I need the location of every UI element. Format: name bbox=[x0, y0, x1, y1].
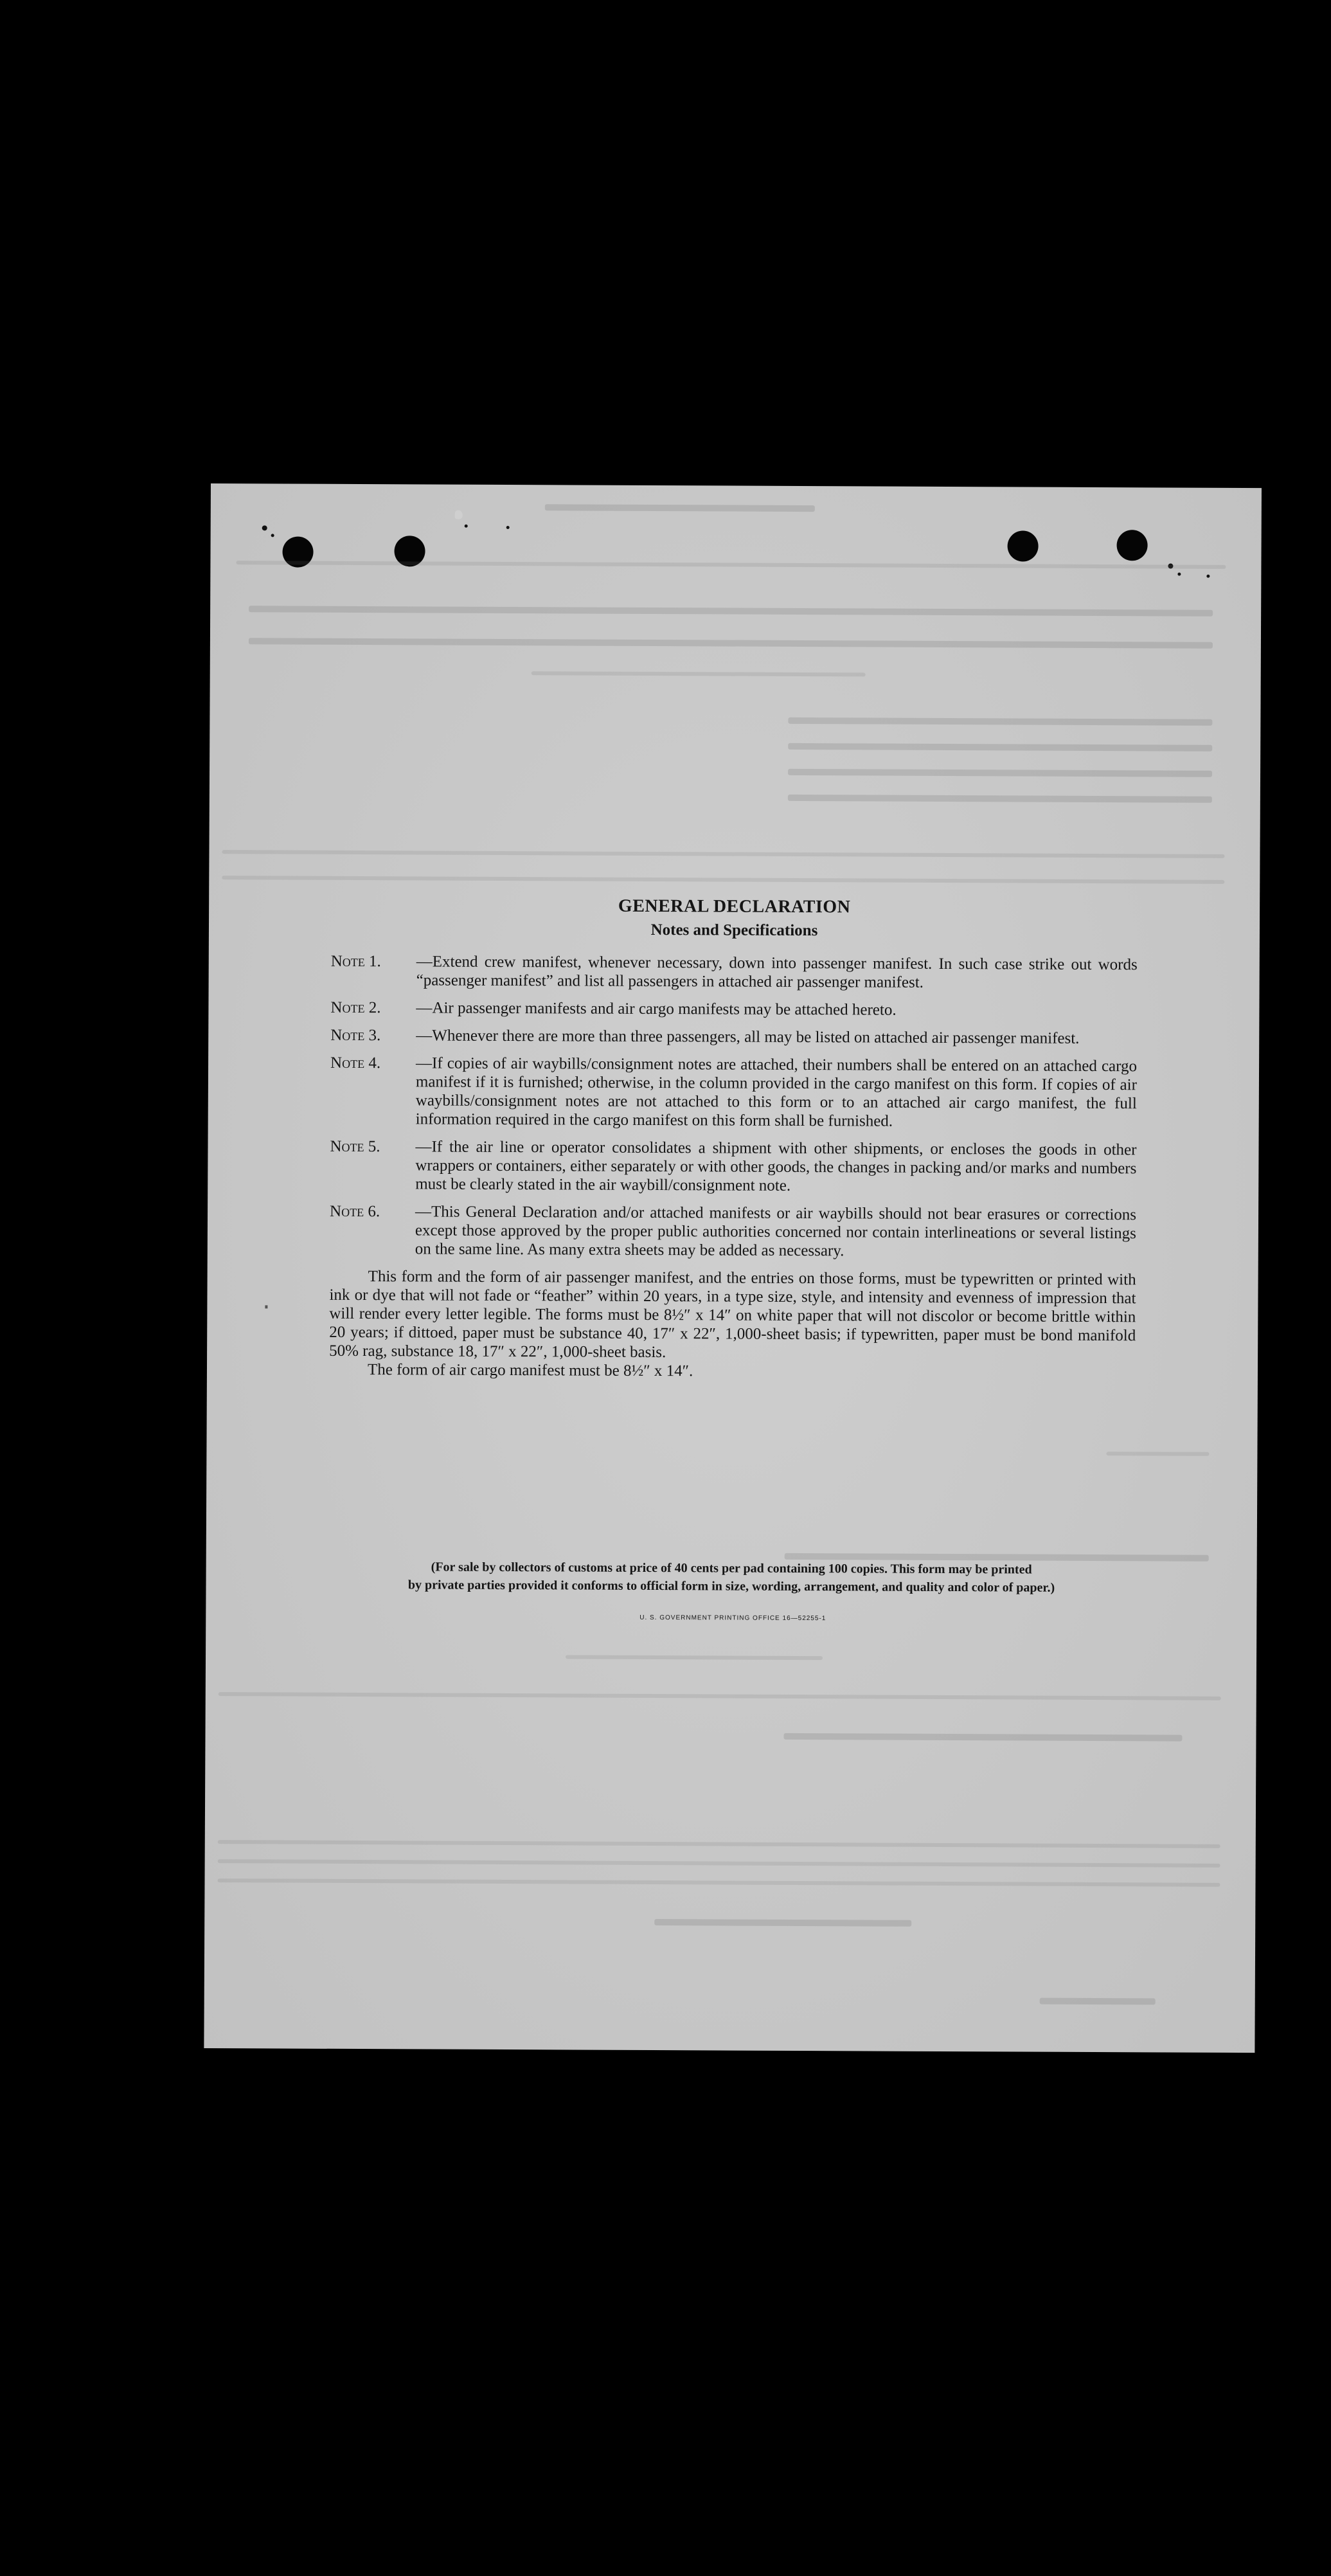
note-4 bbox=[330, 1054, 1137, 1131]
note-2 bbox=[330, 998, 1137, 1020]
bleed-through-text bbox=[1106, 1452, 1209, 1456]
note-label: Note 3. bbox=[330, 1026, 381, 1045]
bleed-through-text bbox=[218, 1878, 1220, 1887]
sale-notice bbox=[321, 1558, 1141, 1598]
bleed-through-text bbox=[783, 1733, 1182, 1742]
cargo-manifest-size-line: The form of air cargo manifest must be 8½″ x 14″. bbox=[367, 1361, 693, 1380]
ink-speck bbox=[465, 525, 468, 528]
bleed-through-text bbox=[566, 1655, 823, 1660]
note-text: —This General Declaration and/or attached manifests or air waybills should not bear erasures or corrections except those approved by the proper public authorities concerned nor contain interlineations or several listings on the same line. As many extra sheets may be added as necessary. bbox=[415, 1203, 1137, 1260]
note-3 bbox=[330, 1026, 1137, 1048]
note-label: Note 4. bbox=[330, 1054, 381, 1072]
ink-speck bbox=[1206, 575, 1210, 578]
punch-hole bbox=[1116, 530, 1147, 561]
bleed-through-text bbox=[249, 638, 1213, 649]
document-sheet bbox=[204, 483, 1262, 2053]
paper-mark bbox=[265, 1305, 267, 1308]
note-text: —Air passenger manifests and air cargo manifests may be attached hereto. bbox=[416, 999, 897, 1019]
printer-imprint: U. S. GOVERNMENT PRINTING OFFICE 16—52255-1 bbox=[639, 1614, 826, 1623]
note-label: Note 5. bbox=[330, 1137, 380, 1156]
bleed-through-text bbox=[545, 504, 815, 512]
sale-notice-line: by private parties provided it conforms to official form in size, wording, arrangement, and quality and color of paper.) bbox=[407, 1578, 1055, 1595]
notes-section bbox=[329, 896, 1138, 1382]
note-1 bbox=[331, 952, 1138, 993]
bleed-through-text bbox=[222, 876, 1224, 884]
paper-mark bbox=[455, 510, 463, 519]
bleed-through-text bbox=[1040, 1998, 1156, 2005]
ink-speck bbox=[506, 526, 510, 529]
bleed-through-text bbox=[249, 606, 1213, 617]
note-label: Note 2. bbox=[330, 998, 381, 1017]
ink-speck bbox=[1177, 573, 1181, 576]
bleed-through-text bbox=[236, 561, 1226, 569]
note-text: —Extend crew manifest, whenever necessary, down into passenger manifest. In such case strike out words “passenger manifest” and list all passengers in attached air passenger manifest. bbox=[416, 953, 1138, 991]
bleed-through-text bbox=[654, 1919, 911, 1927]
bleed-through-text bbox=[788, 769, 1212, 777]
bleed-through-text bbox=[788, 795, 1212, 803]
note-6 bbox=[330, 1202, 1136, 1261]
document-title: GENERAL DECLARATION bbox=[618, 896, 851, 917]
note-5 bbox=[330, 1137, 1136, 1196]
note-text: —If copies of air waybills/consignment notes are attached, their numbers shall be entered on an attached cargo manifest if it is furnished; otherwise, in the column provided in the cargo manifest on this form. If copies of air waybills/consignment notes are not attached to this form or to an attached air cargo manifest, the full information required in the cargo manifest on this form shall be furnished. bbox=[415, 1054, 1138, 1130]
form-specifications-paragraph: This form and the form of air passenger manifest, and the entries on those forms, must be typewritten or printed with ink or dye that will not fade or “feather” within 20 years, in a type size, style, and intensity and evenness of impression that will render every letter legible. The forms must be 8½″ x 14″ on white paper that will not discolor or become brittle within 20 years; if dittoed, paper must be substance 40, 17″ x 22″, 1,000-sheet basis; if typewritten, paper must be bond manifold 50% rag, substance 18, 17″ x 22″, 1,000-sheet basis. bbox=[329, 1268, 1136, 1362]
note-text: —Whenever there are more than three passengers, all may be listed on attached air passenger manifest. bbox=[416, 1027, 1080, 1047]
bleed-through-text bbox=[222, 850, 1224, 858]
ink-speck bbox=[262, 525, 267, 530]
note-text: —If the air line or operator consolidates a shipment with other shipments, or encloses the goods in other wrappers or containers, either separately or with other goods, the changes in packing and/or marks and numbers must be clearly stated in the air waybill/consignment note. bbox=[415, 1138, 1137, 1194]
bleed-through-text bbox=[219, 1692, 1221, 1700]
bleed-through-text bbox=[788, 717, 1212, 726]
note-label: Note 6. bbox=[330, 1202, 380, 1221]
sale-notice-line: (For sale by collectors of customs at price of 40 cents per pad containing 100 copies. This form may be printed bbox=[431, 1560, 1032, 1577]
note-label: Note 1. bbox=[330, 952, 381, 971]
bleed-through-text bbox=[788, 743, 1212, 752]
document-subtitle: Notes and Specifications bbox=[650, 921, 818, 940]
punch-hole bbox=[1007, 530, 1038, 561]
ink-speck bbox=[271, 534, 274, 537]
bleed-through-text bbox=[532, 671, 866, 676]
bleed-through-text bbox=[218, 1859, 1220, 1868]
bleed-through-text bbox=[218, 1840, 1220, 1848]
